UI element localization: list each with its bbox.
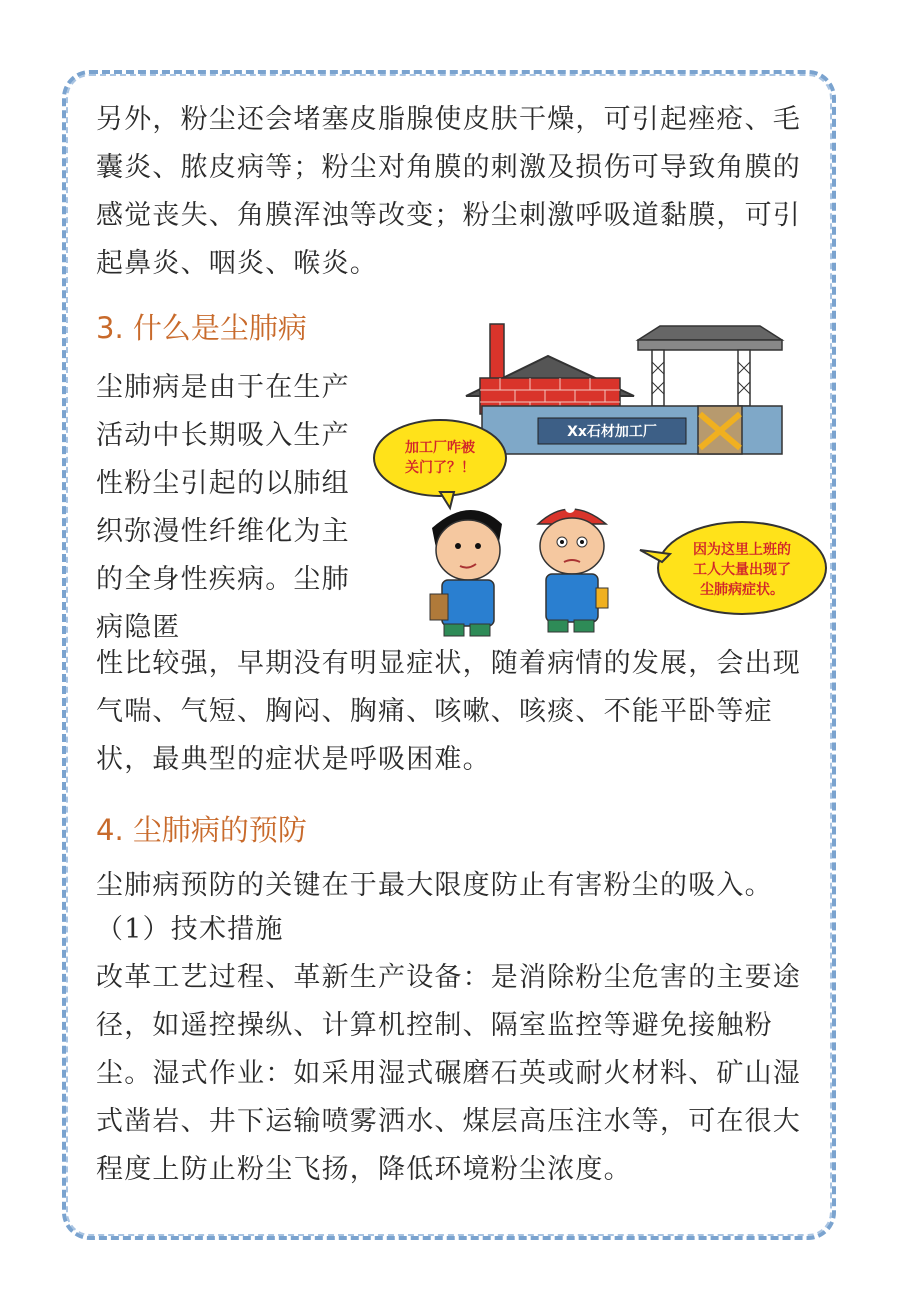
- speech-bubble-left: [374, 420, 506, 496]
- factory-sign: Xx石材加工厂: [567, 424, 657, 440]
- section-3-heading: 3. 什么是尘肺病: [96, 311, 307, 345]
- bubble-right-line-1: 因为这里上班的: [693, 542, 791, 558]
- section-4-measures: 改革工艺过程、革新生产设备：是消除粉尘危害的主要途径，如遥控操纵、计算机控制、隔室监控等避免接触粉尘。湿式作业：如采用湿式碾磨石英或耐火材料、矿山湿式凿岩、井下运输喷雾洒水、煤层高压注水等，可在很大程度上防止粉尘飞扬，降低环境粉尘浓度。: [96, 962, 801, 1185]
- gantry-roof: [638, 326, 782, 340]
- factory-closure-illustration: [370, 318, 830, 638]
- gantry-leg-right: [738, 350, 750, 406]
- intro-paragraph: 另外，粉尘还会堵塞皮脂腺使皮肤干燥，可引起痤疮、毛囊炎、脓皮病等；粉尘对角膜的刺激及损伤可导致角膜的感觉丧失、角膜浑浊等改变；粉尘刺激呼吸道黏膜，可引起鼻炎、咽炎、喉炎。: [96, 104, 801, 279]
- bubble-right-line-3: 尘肺病症状。: [700, 582, 784, 598]
- bubble-left-line-2: 关门了？！: [405, 460, 475, 476]
- gantry-beam: [638, 340, 782, 350]
- bubble-right-line-2: 工人大量出现了: [693, 562, 791, 578]
- worker-right: [538, 503, 608, 632]
- worker-left: [430, 510, 502, 636]
- bubble-left-line-1: 加工厂咋被: [405, 440, 475, 456]
- section-4-heading: 4. 尘肺病的预防: [96, 813, 307, 847]
- chimney: [490, 324, 504, 384]
- gantry-leg-left: [652, 350, 664, 406]
- section-4-key-sentence: 尘肺病预防的关键在于最大限度防止有害粉尘的吸入。: [96, 870, 773, 901]
- section-3-text-full: 性比较强，早期没有明显症状，随着病情的发展，会出现气喘、气短、胸闷、胸痛、咳嗽、咳痰、不能平卧等症状，最典型的症状是呼吸困难。: [96, 648, 801, 775]
- section-3-text-left: 尘肺病是由于在生产活动中长期吸入生产性粉尘引起的以肺组织弥漫性纤维化为主的全身性疾病。尘肺病隐匿: [96, 372, 350, 643]
- section-4-subheading: （1）技术措施: [96, 914, 284, 945]
